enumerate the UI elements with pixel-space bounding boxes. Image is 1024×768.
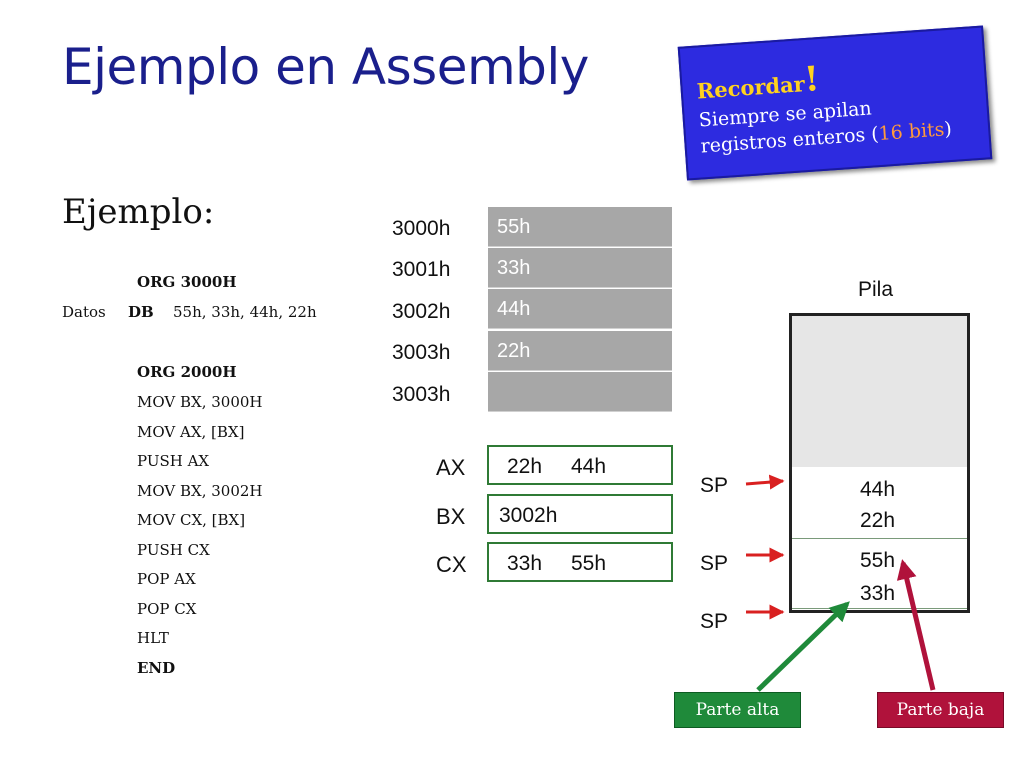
code-line: MOV BX, 3000H	[137, 393, 263, 411]
register-ax-low: 44h	[571, 455, 607, 478]
sp-label: SP	[700, 610, 729, 633]
stack-value: 22h	[860, 509, 896, 532]
bits-highlight: 16 bits	[877, 118, 946, 146]
code-datos-label: Datos	[62, 303, 106, 321]
parte-alta-arrow-icon	[758, 604, 847, 690]
code-line: MOV BX, 3002H	[137, 482, 263, 500]
sp-arrow-icon	[746, 481, 783, 484]
stack-value: 55h	[860, 549, 896, 572]
parte-baja-arrow-icon	[903, 563, 933, 690]
memory-address: 3003h	[392, 341, 451, 364]
memory-address: 3002h	[392, 300, 451, 323]
register-cx-low: 55h	[571, 552, 607, 575]
code-line: POP CX	[137, 600, 197, 618]
memory-value: 33h	[497, 257, 531, 279]
stack-value: 44h	[860, 478, 896, 501]
register-bx-value: 3002h	[499, 504, 558, 527]
code-line: MOV AX, [BX]	[137, 423, 245, 441]
register-label-cx: CX	[436, 552, 467, 577]
code-line: PUSH CX	[137, 541, 210, 559]
exclamation-mark: !	[802, 59, 821, 101]
page-title: Ejemplo en Assembly	[62, 38, 589, 96]
memory-address: 3000h	[392, 217, 451, 240]
recordar-heading: Recordar!	[695, 59, 821, 104]
memory-value: 44h	[497, 298, 531, 320]
memory-value: 22h	[497, 340, 531, 362]
code-line: POP AX	[137, 570, 196, 588]
code-db-values: 55h, 33h, 44h, 22h	[173, 303, 317, 321]
register-label-ax: AX	[436, 455, 466, 480]
memory-address: 3001h	[392, 258, 451, 281]
code-line: PUSH AX	[137, 452, 210, 470]
code-line: END	[137, 659, 176, 677]
code-line: ORG 2000H	[137, 363, 237, 381]
parte-alta-tag: Parte alta	[674, 692, 801, 728]
section-subtitle: Ejemplo:	[62, 192, 215, 232]
code-line: MOV CX, [BX]	[137, 511, 246, 529]
stack-label: Pila	[858, 278, 894, 301]
recordar-line-2: registros enteros (16 bits)	[699, 117, 953, 158]
memory-address: 3003h	[392, 383, 451, 406]
register-ax-high: 22h	[507, 455, 543, 478]
register-label-bx: BX	[436, 504, 466, 529]
code-db-keyword: DB	[128, 303, 154, 321]
code-org-data: ORG 3000H	[137, 273, 237, 291]
code-line: HLT	[137, 629, 169, 647]
sp-label: SP	[700, 474, 729, 497]
register-cx-high: 33h	[507, 552, 543, 575]
memory-value: 55h	[497, 216, 531, 238]
sp-label: SP	[700, 552, 729, 575]
stack-value: 33h	[860, 582, 896, 605]
parte-baja-tag: Parte baja	[877, 692, 1004, 728]
recordar-line-1: Siempre se apilan	[698, 97, 873, 132]
